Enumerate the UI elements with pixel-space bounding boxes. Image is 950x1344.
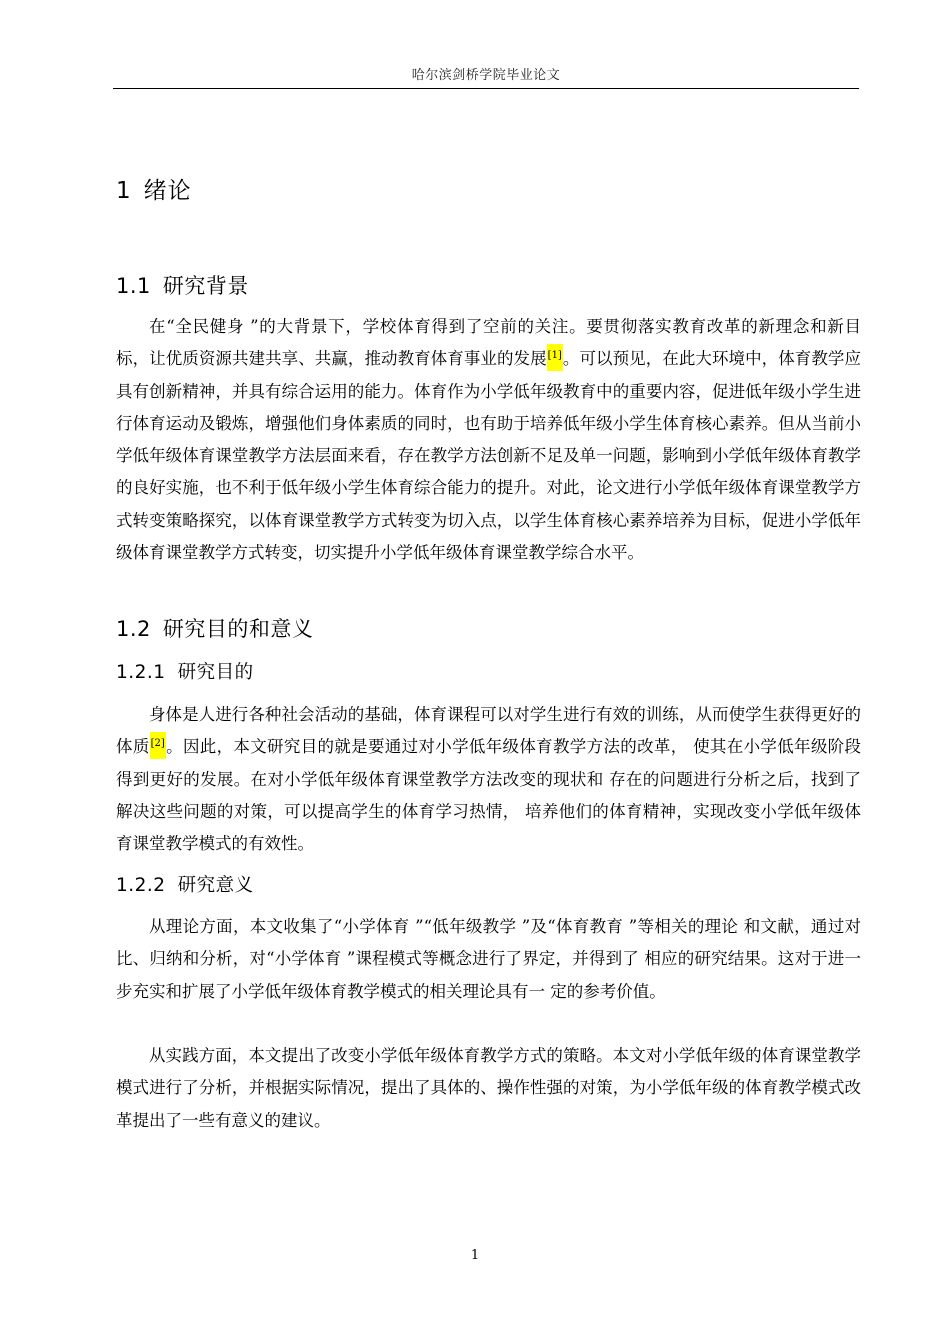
subsection-heading-1-2-2 [116,871,254,897]
header-rule [113,88,859,89]
section-title: 研究背景 [162,274,249,298]
citation-marker-2[interactable]: [2] [150,732,166,759]
chapter-heading [116,172,192,205]
section-heading-1-1 [116,270,249,300]
subsection-heading-1-2-1 [116,658,254,684]
paragraph-text: 在“全民健身 ”的大背景下，学校体育得到了空前的关注。要贯彻落实教育改革的新理念和新目标，让优质资源共建共享、共赢，推动教育体育事业的发展 [116,317,861,369]
section-heading-1-2 [116,613,313,643]
subsection-number: 1.2.2 [116,875,166,896]
chapter-title: 绪论 [143,178,192,204]
paragraph-significance-practice: 从实践方面，本文提出了改变小学低年级体育教学方式的策略。本文对小学低年级的体育课堂教学模式进行了分析，并根据实际情况，提出了具体的、操作性强的对策，为小学低年级的体育教学模式改革提出了一些有意义的建议。 [116,1046,861,1130]
paragraph-background [116,311,861,569]
paragraph-significance-theory: 从理论方面，本文收集了“小学体育 ”“低年级教学 ”及“体育教育 ”等相关的理论 和文献，通过对比、归纳和分析，对“小学体育 ”课程模式等概念进行了界定，并得到了 相应的研究结果。这对于进一步充实和扩展了小学低年级体育教学模式的相关理论具有一 定的参考价值。 [116,917,861,1001]
paragraph-text: 。因此，本文研究目的就是要通过对小学低年级体育教学方法的改革， 使其在小学低年级阶段得到更好的发展。在对小学低年级体育课堂教学方法改变的现状和 存在的问题进行分析之后，找到了解决这些问题的对策，可以提高学生的体育学习热情， 培养他们的体育精神，实现改变小学低年级体育课堂教学模式的有效性。 [116,737,861,854]
subsection-number: 1.2.1 [116,662,166,683]
subsection-title: 研究意义 [177,875,254,896]
citation-marker-1[interactable]: [1] [547,344,563,371]
paragraph-purpose [116,699,861,860]
section-number: 1.1 [116,274,151,298]
subsection-title: 研究目的 [177,662,254,683]
chapter-number: 1 [116,178,132,204]
paragraph-text: 身体是人进行各种社会活动的基础，体育课程可以对学生进行有效的训练，从而使学生获得更好的体质 [116,705,861,757]
section-number: 1.2 [116,617,151,641]
paragraph-text: 。可以预见，在此大环境中，体育教学应具有创新精神，并具有综合运用的能力。体育作为小学低年级教育中的重要内容，促进低年级小学生进行体育运动及锻炼，增强他们身体素质的同时，也有助于培养低年级小学生体育核心素养。但从当前小学低年级体育课堂教学方法层面来看，存在教学方法创新不足及单一问题，影响到小学低年级体育教学的良好实施，也不利于低年级小学生体育综合能力的提升。对此，论文进行小学低年级体育课堂教学方式转变策略探究，以体育课堂教学方式转变为切入点，以学生体育核心素养培养为目标，促进小学低年级体育课堂教学方式转变，切实提升小学低年级体育课堂教学综合水平。 [116,349,862,563]
page-number: 1 [470,1248,480,1263]
section-title: 研究目的和意义 [162,617,314,641]
running-header: 哈尔滨剑桥学院毕业论文 [411,68,561,83]
